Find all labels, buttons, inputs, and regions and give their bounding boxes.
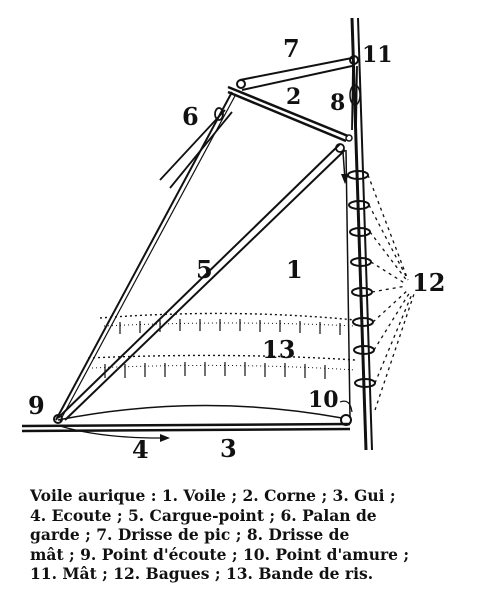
caption-line-4: mât ; 9. Point d'écoute ; 10. Point d'amure ; bbox=[30, 544, 410, 564]
label-gaff: 2 bbox=[286, 84, 302, 110]
label-clew-brail: 5 bbox=[196, 255, 213, 284]
figure-caption bbox=[30, 486, 470, 584]
label-sail: 1 bbox=[286, 255, 303, 284]
sail-foot bbox=[58, 405, 342, 420]
sheet bbox=[60, 426, 170, 442]
caption-line-2: 4. Ecoute ; 5. Cargue-point ; 6. Palan de bbox=[30, 505, 377, 525]
label-reef-band: 13 bbox=[262, 335, 296, 364]
caption-line-3: garde ; 7. Drisse de pic ; 8. Drisse de bbox=[30, 525, 350, 544]
label-peak-halyard: 7 bbox=[283, 34, 300, 63]
label-tack: 10 bbox=[308, 387, 339, 413]
caption-line-1: Voile aurique : 1. Voile ; 2. Corne ; 3. Gui ; bbox=[30, 486, 396, 505]
sail-luff bbox=[346, 150, 350, 418]
label-boom: 3 bbox=[220, 434, 237, 463]
label-guard-tackle: 6 bbox=[182, 102, 199, 131]
boom bbox=[22, 424, 350, 431]
label-throat-halyard: 8 bbox=[330, 90, 346, 116]
reef-band bbox=[88, 313, 355, 379]
label-mast: 11 bbox=[362, 42, 393, 68]
label-clew: 9 bbox=[28, 391, 45, 420]
caption-line-5: 11. Mât ; 12. Bagues ; 13. Bande de ris. bbox=[30, 564, 374, 583]
label-hoops: 12 bbox=[412, 268, 446, 297]
hoops-leaders bbox=[368, 175, 414, 410]
label-sheet: 4 bbox=[132, 435, 149, 464]
